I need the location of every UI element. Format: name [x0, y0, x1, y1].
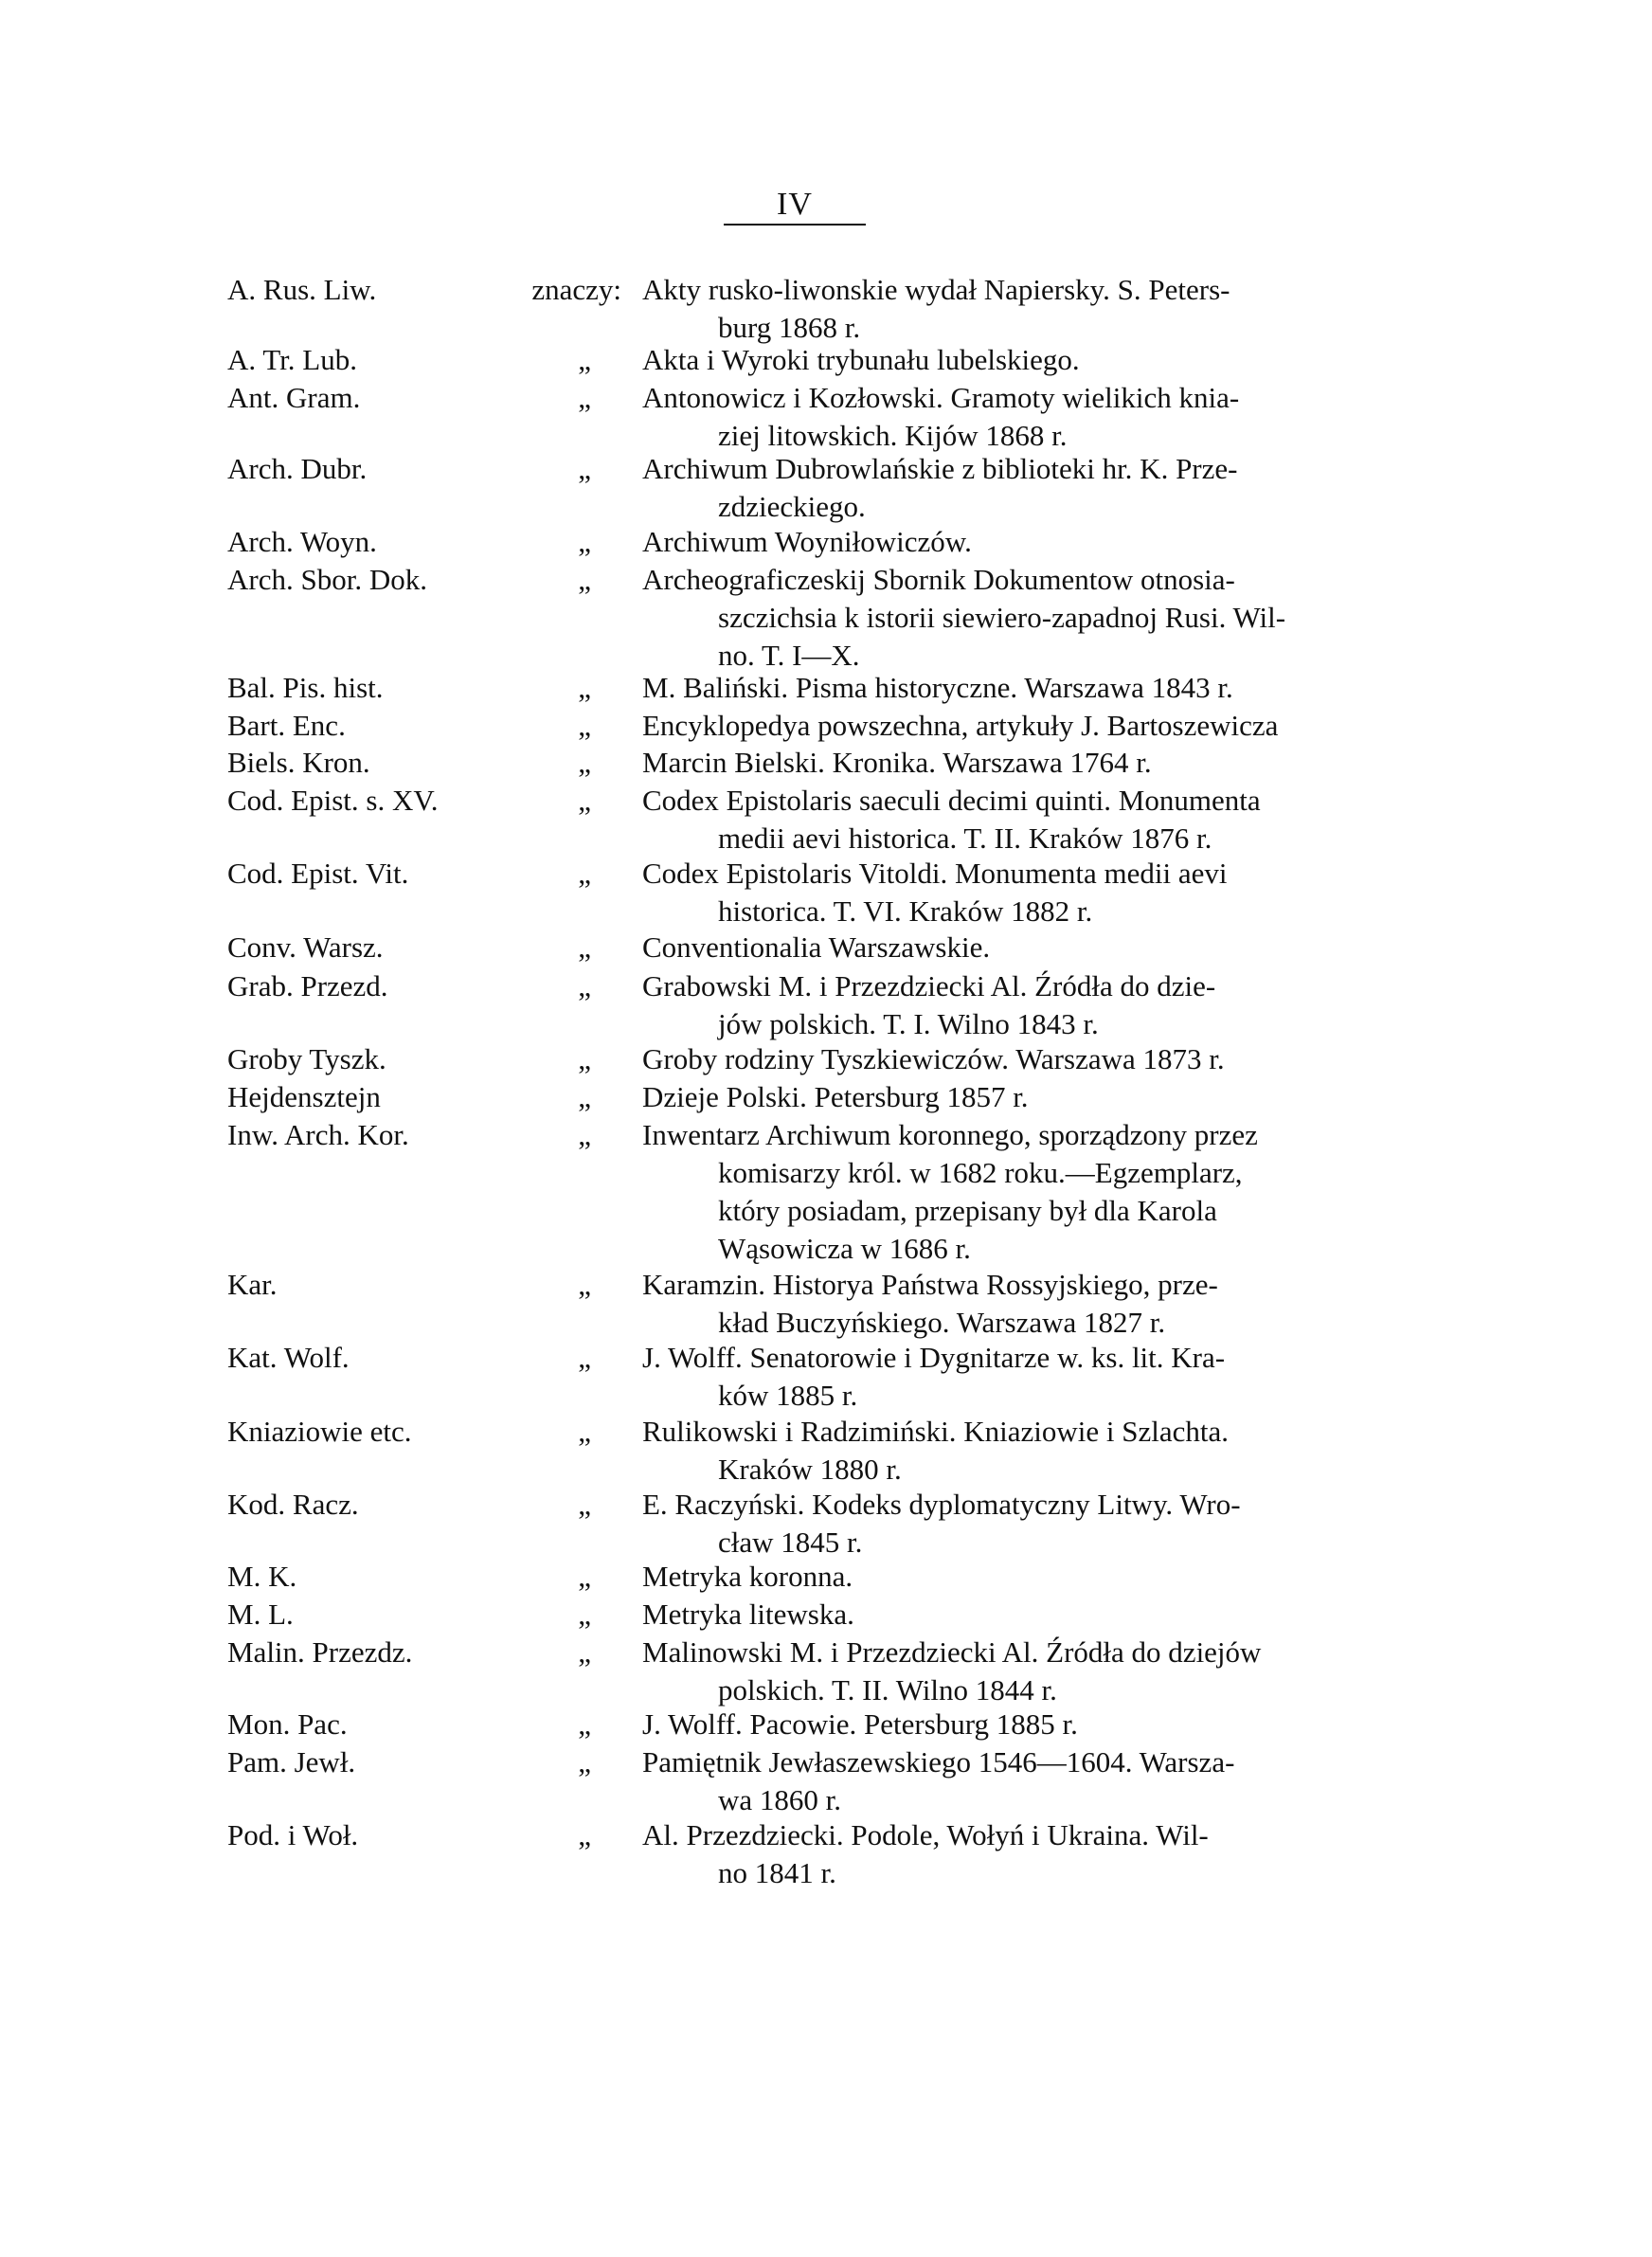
abbreviation-entry — [0, 1634, 1652, 1709]
description-line: jów polskich. T. I. Wilno 1843 r. — [718, 1007, 1099, 1040]
description-line: Grabowski M. i Przezdziecki Al. Źródła do dzie- — [642, 969, 1216, 1002]
abbreviation: Conv. Warsz. — [227, 930, 384, 964]
abbreviation-entry — [0, 450, 1652, 526]
source-description — [642, 341, 1391, 379]
ditto-mark: „ — [578, 452, 591, 485]
description-line: ziej litowskich. Kijów 1868 r. — [718, 419, 1068, 452]
source-description — [642, 782, 1391, 858]
ditto-mark: „ — [578, 709, 591, 742]
ditto-mark: „ — [578, 1268, 591, 1301]
source-description — [642, 1596, 1391, 1634]
source-description — [642, 929, 1391, 966]
description-line: E. Raczyński. Kodeks dyplomatyczny Litwy. Wro- — [642, 1488, 1241, 1521]
abbreviation: Biels. Kron. — [227, 746, 370, 779]
abbreviation-entry — [0, 855, 1652, 930]
abbreviation: M. L. — [227, 1598, 294, 1631]
abbreviation: Bal. Pis. hist. — [227, 671, 384, 704]
page-number-rule — [724, 224, 866, 226]
description-line: kład Buczyńskiego. Warszawa 1827 r. — [718, 1306, 1166, 1339]
ditto-mark: „ — [578, 1707, 591, 1741]
source-description — [642, 1558, 1391, 1596]
description-line: Metryka litewska. — [642, 1598, 854, 1631]
description-line: Dzieje Polski. Petersburg 1857 r. — [642, 1080, 1029, 1113]
description-line: wa 1860 r. — [718, 1783, 842, 1816]
ditto-mark: „ — [578, 930, 591, 964]
abbreviation: Kat. Wolf. — [227, 1341, 350, 1374]
ditto-mark: „ — [578, 1118, 591, 1151]
abbreviation: Arch. Woyn. — [227, 525, 377, 558]
description-line: zdzieckiego. — [718, 490, 866, 523]
description-line: Conventionalia Warszawskie. — [642, 930, 991, 964]
ditto-mark: „ — [578, 857, 591, 890]
source-description — [642, 450, 1391, 526]
description-line: Inwentarz Archiwum koronnego, sporządzony przez — [642, 1118, 1258, 1151]
source-description — [642, 707, 1391, 745]
ditto-mark: „ — [578, 343, 591, 376]
abbreviation: Pod. i Woł. — [227, 1818, 359, 1851]
abbreviation-entry — [0, 782, 1652, 858]
ditto-mark: „ — [578, 1560, 591, 1593]
abbreviation: Kniaziowie etc. — [227, 1415, 412, 1448]
ditto-mark: „ — [578, 1598, 591, 1631]
abbreviation: M. K. — [227, 1560, 297, 1593]
ditto-mark: „ — [578, 1745, 591, 1779]
abbreviation-entry — [0, 1339, 1652, 1415]
abbreviation: Kod. Racz. — [227, 1488, 359, 1521]
description-line: Pamiętnik Jewłaszewskiego 1546—1604. Warsza- — [642, 1745, 1235, 1779]
ditto-mark: „ — [578, 1488, 591, 1521]
abbreviation: A. Rus. Liw. — [227, 273, 377, 306]
source-description — [642, 1743, 1391, 1819]
abbreviation: Grab. Przezd. — [227, 969, 388, 1002]
ditto-mark: „ — [578, 671, 591, 704]
ditto-mark: „ — [578, 784, 591, 817]
description-line: Al. Przezdziecki. Podole, Wołyń i Ukraina. Wil- — [642, 1818, 1209, 1851]
description-line: Codex Epistolaris Vitoldi. Monumenta medii aevi — [642, 857, 1228, 890]
abbreviation: A. Tr. Lub. — [227, 343, 357, 376]
ditto-mark: „ — [578, 563, 591, 596]
description-line: komisarzy król. w 1682 roku.—Egzemplarz, — [718, 1156, 1243, 1189]
description-line: który posiadam, przepisany był dla Karola — [718, 1194, 1217, 1227]
abbreviation-entry — [0, 271, 1652, 347]
description-line: Archeograficzeskij Sbornik Dokumentow otnosia- — [642, 563, 1235, 596]
abbreviation-entry — [0, 967, 1652, 1043]
description-line: historica. T. VI. Kraków 1882 r. — [718, 894, 1093, 928]
description-line: Encyklopedya powszechna, artykuły J. Bartoszewicza — [642, 709, 1279, 742]
abbreviation: Arch. Sbor. Dok. — [227, 563, 427, 596]
description-line: no 1841 r. — [718, 1856, 836, 1889]
source-description — [642, 1339, 1391, 1415]
ditto-mark: „ — [578, 746, 591, 779]
description-line: Groby rodziny Tyszkiewiczów. Warszawa 1873 r. — [642, 1042, 1225, 1075]
ditto-mark: „ — [578, 1341, 591, 1374]
abbreviation-entry — [0, 1413, 1652, 1489]
description-line: Malinowski M. i Przezdziecki Al. Źródła do dziejów — [642, 1635, 1262, 1669]
abbreviation: Inw. Arch. Kor. — [227, 1118, 409, 1151]
abbreviation: Mon. Pac. — [227, 1707, 348, 1741]
description-line: M. Baliński. Pisma historyczne. Warszawa 1843 r. — [642, 671, 1233, 704]
means-label: znaczy: — [531, 273, 621, 306]
source-description — [642, 1486, 1391, 1562]
source-description — [642, 561, 1391, 675]
ditto-mark: „ — [578, 1635, 591, 1669]
source-description — [642, 1634, 1391, 1709]
description-line: Codex Epistolaris saeculi decimi quinti. Monumenta — [642, 784, 1261, 817]
source-description — [642, 1413, 1391, 1489]
description-line: ków 1885 r. — [718, 1379, 858, 1412]
abbreviation-entry — [0, 1486, 1652, 1562]
source-description — [642, 523, 1391, 561]
description-line: Wąsowicza w 1686 r. — [718, 1232, 971, 1265]
description-line: Marcin Bielski. Kronika. Warszawa 1764 r. — [642, 746, 1152, 779]
abbreviation: Cod. Epist. Vit. — [227, 857, 409, 890]
ditto-mark: „ — [578, 1080, 591, 1113]
description-line: polskich. T. II. Wilno 1844 r. — [718, 1673, 1057, 1706]
description-line: Kraków 1880 r. — [718, 1453, 902, 1486]
description-line: J. Wolff. Pacowie. Petersburg 1885 r. — [642, 1707, 1078, 1741]
ditto-mark: „ — [578, 1415, 591, 1448]
description-line: Rulikowski i Radzimiński. Kniaziowie i Szlachta. — [642, 1415, 1230, 1448]
source-description — [642, 379, 1391, 455]
source-description — [642, 669, 1391, 707]
abbreviation: Ant. Gram. — [227, 381, 361, 414]
description-line: Archiwum Dubrowlańskie z biblioteki hr. K. Prze- — [642, 452, 1238, 485]
page-number: IV — [777, 187, 813, 222]
abbreviation: Groby Tyszk. — [227, 1042, 386, 1075]
description-line: J. Wolff. Senatorowie i Dygnitarze w. ks. lit. Kra- — [642, 1341, 1226, 1374]
ditto-mark: „ — [578, 1042, 591, 1075]
abbreviation-entry — [0, 1266, 1652, 1342]
abbreviation-entry — [0, 379, 1652, 455]
source-description — [642, 1816, 1391, 1892]
source-description — [642, 967, 1391, 1043]
description-line: burg 1868 r. — [718, 311, 861, 344]
description-line: no. T. I—X. — [718, 639, 860, 672]
ditto-mark: „ — [578, 525, 591, 558]
description-line: Akty rusko-liwonskie wydał Napiersky. S. Peters- — [642, 273, 1230, 306]
source-description — [642, 855, 1391, 930]
description-line: szczichsia k istorii siewiero-zapadnoj Rusi. Wil- — [718, 601, 1286, 634]
description-line: Karamzin. Historya Państwa Rossyjskiego, prze- — [642, 1268, 1218, 1301]
ditto-mark: „ — [578, 381, 591, 414]
abbreviation-entry — [0, 561, 1652, 672]
description-line: cław 1845 r. — [718, 1526, 863, 1559]
source-description — [642, 1266, 1391, 1342]
source-description — [642, 1116, 1391, 1268]
ditto-mark: „ — [578, 969, 591, 1002]
abbreviation: Arch. Dubr. — [227, 452, 368, 485]
description-line: Akta i Wyroki trybunału lubelskiego. — [642, 343, 1080, 376]
source-description — [642, 1040, 1391, 1078]
source-description — [642, 1078, 1391, 1116]
description-line: Archiwum Woyniłowiczów. — [642, 525, 972, 558]
abbreviation: Cod. Epist. s. XV. — [227, 784, 439, 817]
description-line: Antonowicz i Kozłowski. Gramoty wielikich knia- — [642, 381, 1240, 414]
description-line: Metryka koronna. — [642, 1560, 853, 1593]
abbreviation: Bart. Enc. — [227, 709, 346, 742]
abbreviation: Hejdensztejn — [227, 1080, 381, 1113]
abbreviation-entry — [0, 1816, 1652, 1892]
abbreviation: Pam. Jewł. — [227, 1745, 356, 1779]
ditto-mark: „ — [578, 1818, 591, 1851]
abbreviation: Malin. Przezdz. — [227, 1635, 413, 1669]
abbreviation-entry — [0, 1743, 1652, 1819]
source-description — [642, 744, 1391, 782]
source-description — [642, 1706, 1391, 1743]
abbreviation: Kar. — [227, 1268, 278, 1301]
abbreviation-entry — [0, 1116, 1652, 1265]
description-line: medii aevi historica. T. II. Kraków 1876 r. — [718, 822, 1212, 855]
source-description — [642, 271, 1391, 347]
